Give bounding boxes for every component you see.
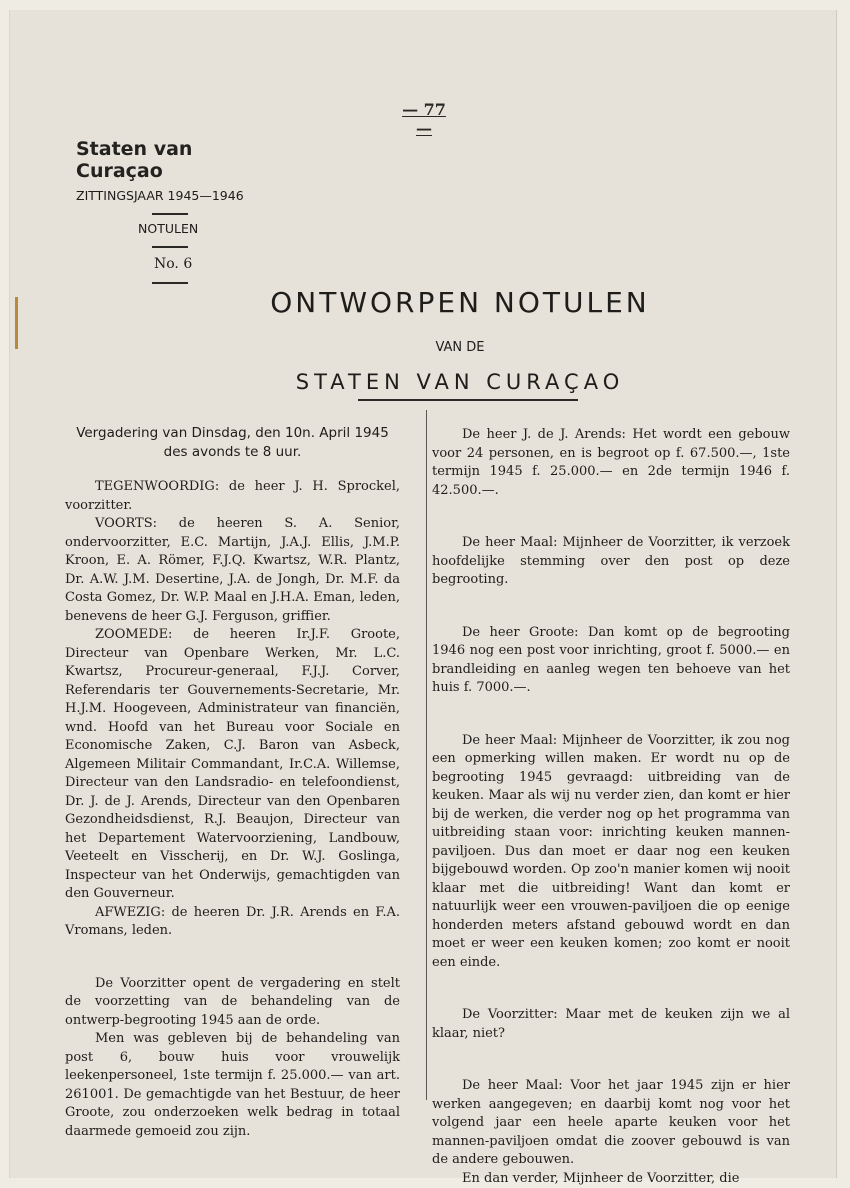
page-number: — 77 — xyxy=(392,100,456,138)
left-column xyxy=(65,424,400,1141)
column-divider xyxy=(426,410,427,1100)
minutes-paragraph: En dan verder, Mijnheer de Voorzitter, die xyxy=(432,1170,790,1188)
meeting-date-line: Vergadering van Dinsdag, den 10n. April 1945 xyxy=(65,424,400,443)
minutes-paragraph: De heer Maal: Mijnheer de Voorzitter, ik verzoek hoofdelijke stemming over den post op deze begrooting. xyxy=(432,534,790,590)
meeting-time-line: des avonds te 8 uur. xyxy=(65,443,400,462)
minutes-paragraph: De heer Maal: Mijnheer de Voorzitter, ik zou nog een opmerking willen maken. Er wordt nu op de begrooting 1945 gevraagd: uitbreiding van de keuken. Maar als wij nu verder zien, dan komt er hier bij de werken, die verder nog op het programma van uitbreiding staan voor: inrichting keuken mannen-paviljoen. Dus dan moet er daar nog een keuken bijgebouwd worden. Op zoo'n manier komen wij nooit klaar met die uitbreiding! Want dan komt er natuurlijk weer een vrouwen-paviljoen die op eenige honderden meters afstand gebouwd wordt en dan moet er weer een keuken komen; zoo komt er nooit een einde. xyxy=(432,732,790,973)
masthead xyxy=(76,138,276,284)
document-organisation: STATEN VAN CURAÇAO xyxy=(160,370,760,394)
document-title: ONTWORPEN NOTULEN xyxy=(160,286,760,319)
attendance-officials: ZOOMEDE: de heeren Ir.J.F. Groote, Directeur van Openbare Werken, Mr. L.C. Kwartsz, Procureur-generaal, F.J.J. Corver, Referendaris ter Gouvernements-Secretarie, Mr. H.J.M. Hoogeveen, Administrateur van financiën, wnd. Hoofd van het Bureau voor Sociale en Economische Zaken, C.J. Baron van Asbeck, Algemeen Militair Commandant, Ir.C.A. Willemse, Directeur van den Landsradio- en telefoondienst, Dr. J. de J. Arends, Directeur van den Openbaren Gezondheidsdienst, R.J. Beaujon, Directeur van het Departement Watervoorziening, Landbouw, Veeteelt en Visscherij, en Dr. W.J. Goslinga, Inspecteur van het Onderwijs, gemachtigden van den Gouverneur. xyxy=(65,626,400,904)
masthead-session: ZITTINGSJAAR 1945—1946 xyxy=(76,188,276,203)
masthead-rule xyxy=(152,282,188,284)
issue-number: No. 6 xyxy=(154,256,276,272)
minutes-paragraph: De Voorzitter: Maar met de keuken zijn we al klaar, niet? xyxy=(432,1006,790,1043)
minutes-paragraph: De Voorzitter opent de vergadering en stelt de voorzetting van de behandeling van de ontwerp-begrooting 1945 aan de orde. xyxy=(65,975,400,1031)
minutes-paragraph: De heer J. de J. Arends: Het wordt een gebouw voor 24 personen, en is begroot op f. 67.500.—, 1ste termijn 1945 f. 25.000.— en 2de termijn 1946 f. 42.500.—. xyxy=(432,426,790,500)
masthead-state: Staten van Curaçao xyxy=(76,138,276,182)
masthead-rule xyxy=(152,246,188,248)
title-underline xyxy=(358,399,578,401)
attendance-absent: AFWEZIG: de heeren Dr. J.R. Arends en F.A. Vromans, leden. xyxy=(65,904,400,941)
minutes-paragraph: Men was gebleven bij de behandeling van post 6, bouw huis voor vrouwelijk leekenpersoneel, 1ste termijn f. 25.000.— van art. 261001. De gemachtigde van het Bestuur, de heer Groote, zou onderzoeken welk bedrag in totaal daarmede gemoeid zou zijn. xyxy=(65,1030,400,1141)
masthead-notulen: NOTULEN xyxy=(138,221,276,236)
minutes-paragraph: De heer Groote: Dan komt op de begrooting 1946 nog een post voor inrichting, groot f. 5000.— en brandleiding en aanleg wegen ten behoeve van het huis f. 7000.—. xyxy=(432,624,790,698)
attendance-members: VOORTS: de heeren S. A. Senior, ondervoorzitter, E.C. Martijn, J.A.J. Ellis, J.M.P. Kroon, E. A. Römer, F.J.Q. Kwartsz, W.R. Plantz, Dr. A.W. J.M. Desertine, J.A. de Jongh, Dr. M.F. da Costa Gomez, Dr. W.P. Maal en J.H.A. Eman, leden, benevens de heer G.J. Ferguson, griffier. xyxy=(65,515,400,626)
document-subtitle: VAN DE xyxy=(160,340,760,355)
minutes-paragraph: De heer Maal: Voor het jaar 1945 zijn er hier werken aangegeven; en daarbij komt nog voor het volgend jaar een heele aparte keuken voor het mannen-paviljoen omdat die zoover gebouwd is van de andere gebouwen. xyxy=(432,1077,790,1170)
meeting-heading xyxy=(65,424,400,462)
margin-staple-mark xyxy=(15,297,18,349)
attendance-present: TEGENWOORDIG: de heer J. H. Sprockel, voorzitter. xyxy=(65,478,400,515)
right-column xyxy=(432,426,790,1188)
masthead-rule xyxy=(152,213,188,215)
